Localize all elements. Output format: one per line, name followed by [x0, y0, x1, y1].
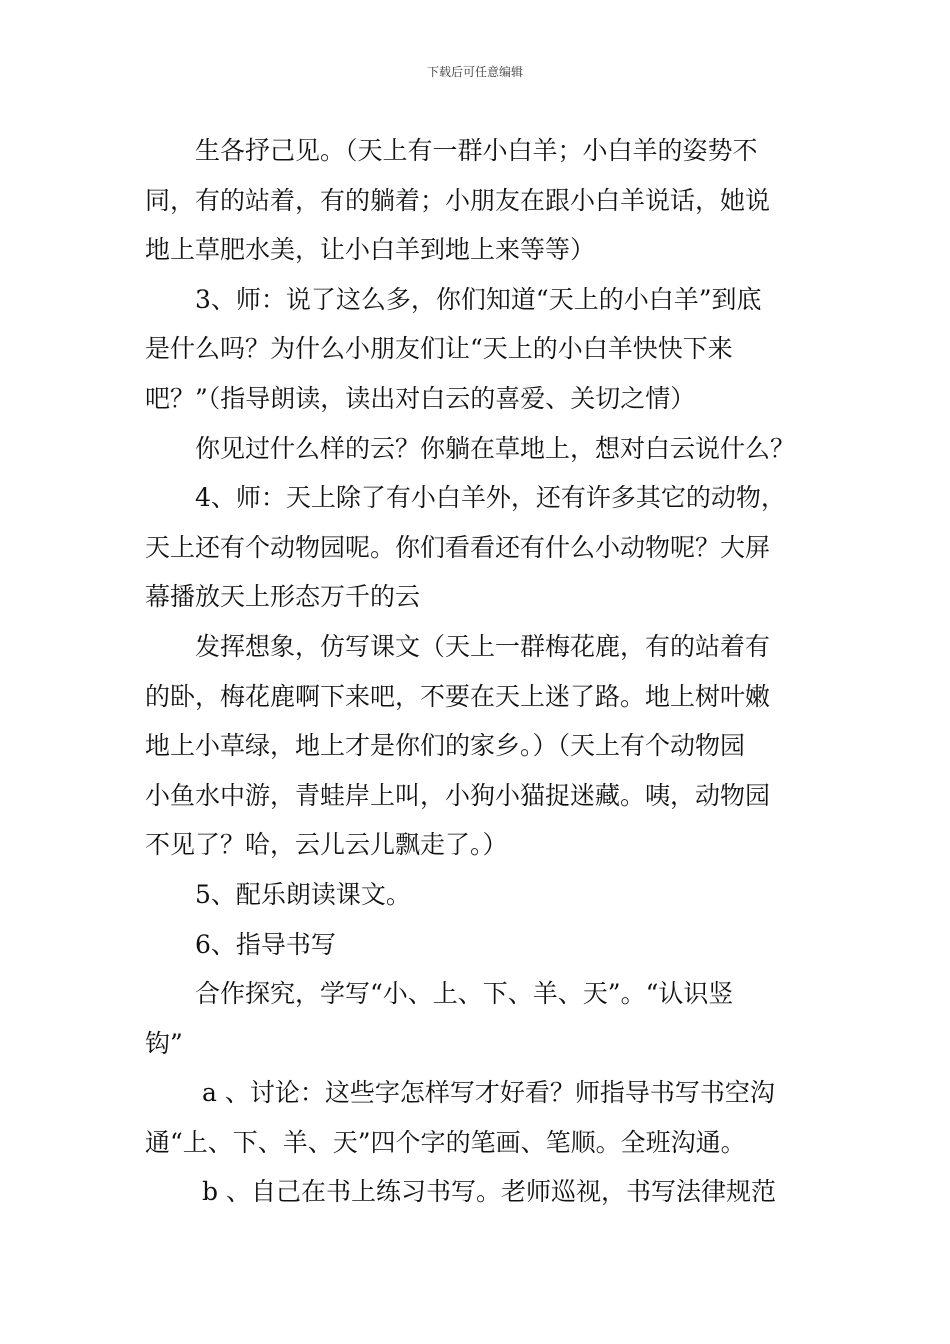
text-line: 5、配乐朗读课文。 [195, 879, 411, 909]
text-line: 4、师：天上除了有小白羊外，还有许多其它的动物， [195, 483, 786, 513]
text-line: 发挥想象，仿写课文（天上一群梅花鹿，有的站着有 [195, 631, 771, 661]
text-line: 幕播放天上形态万千的云 [145, 582, 421, 612]
text-line: 通“上、下、羊、天”四个字的笔画、笔顺。全班沟通。 [145, 1127, 746, 1157]
text-line: 的卧，梅花鹿啊下来吧，不要在天上迷了路。地上树叶嫩 [145, 681, 771, 711]
text-line: 地上草肥水美，让小白羊到地上来等等） [145, 235, 596, 265]
text-line: 同，有的站着，有的躺着；小朋友在跟小白羊说话，她说 [145, 185, 771, 215]
text-line: 地上小草绿，地上才是你们的家乡。）（天上有个动物园 [145, 731, 746, 761]
text-line: 你见过什么样的云？你躺在草地上，想对白云说什么？ [195, 433, 796, 463]
text-line: 3、师：说了这么多，你们知道“天上的小白羊”到底 [195, 284, 762, 314]
text-line: 6、指导书写 [195, 929, 336, 959]
text-line: 吧？”（指导朗读，读出对白云的喜爱、关切之情） [145, 383, 696, 413]
text-line: 钩” [145, 1028, 183, 1058]
text-line: 是什么吗？为什么小朋友们让“天上的小白羊快快下来 [145, 334, 733, 364]
text-line: 天上还有个动物园呢。你们看看还有什么小动物呢？大屏 [145, 532, 771, 562]
text-line: 合作探究，学写“小、上、下、羊、天”。“认识竖 [195, 979, 734, 1009]
document-body [145, 126, 810, 1217]
text-line: 生各抒己见。（天上有一群小白羊；小白羊的姿势不 [195, 136, 758, 165]
text-line: 不见了？哈，云儿云儿飘走了。） [145, 830, 508, 860]
text-line: 小鱼水中游，青蛙岸上叫，小狗小猫捉迷藏。咦，动物园 [145, 780, 771, 810]
text-line: a 、讨论：这些字怎样写才好看？师指导书写书空沟 [202, 1078, 775, 1108]
page-header-note: 下载后可任意编辑 [426, 65, 523, 79]
text-line: b 、自己在书上练习书写。老师巡视，书写法律规范 [202, 1177, 776, 1207]
